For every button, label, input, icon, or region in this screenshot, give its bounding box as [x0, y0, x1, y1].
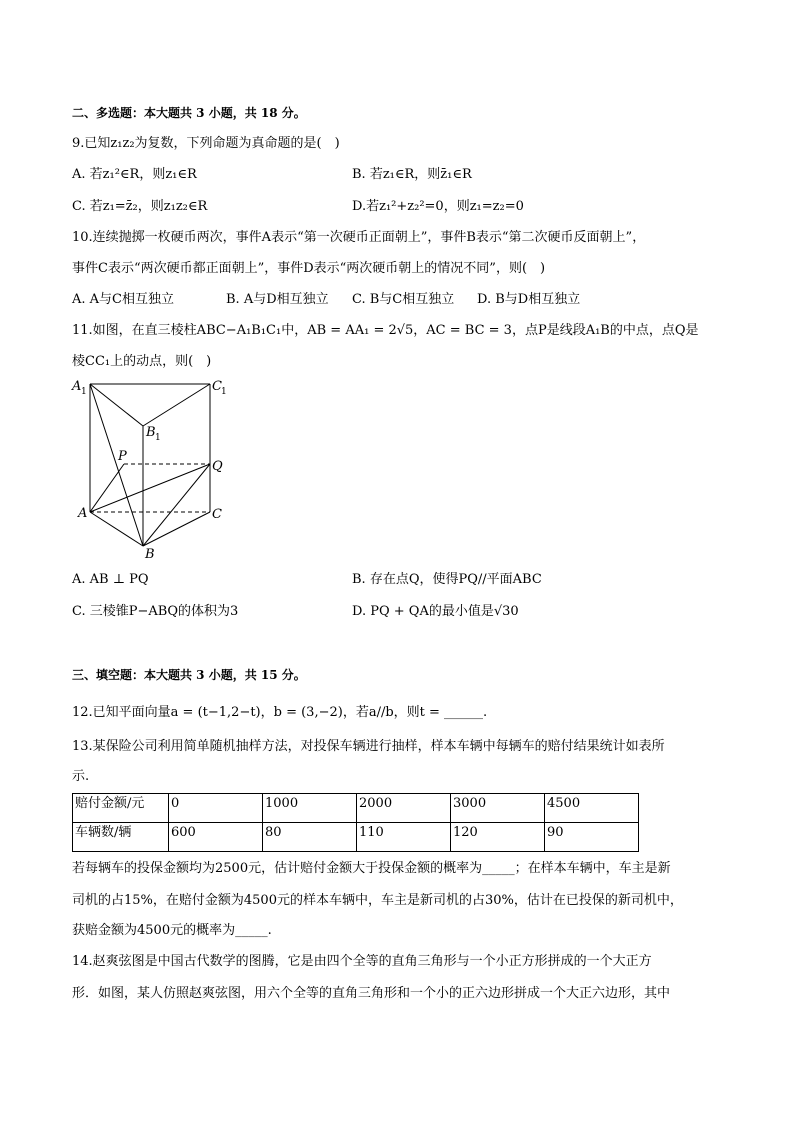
table-cell: 80	[263, 823, 357, 852]
q13-stem-line2: 示.	[72, 769, 90, 784]
section2-title: 二、多选题：本大题共 3 小题，共 18 分。	[72, 106, 306, 120]
prism-figure	[70, 376, 250, 566]
label-p: P	[118, 449, 127, 464]
q11-option-c: C. 三棱锥P−ABQ的体积为3	[72, 604, 239, 619]
label-c1: C	[212, 379, 222, 394]
q10-stem-line2: 事件C表示“两次硬币都正面朝上”，事件D表示“两次硬币朝上的情况不同”，则( )	[72, 261, 546, 276]
q12-text: 12.已知平面向量a = (t−1,2−t)，b = (3,−2)，若a//b，则t = ______.	[72, 705, 488, 720]
q11-option-b: B. 存在点Q，使得PQ//平面ABC	[352, 572, 542, 587]
label-c1-sub: 1	[221, 387, 227, 397]
edge-b1c1	[143, 384, 210, 426]
label-q: Q	[212, 459, 223, 474]
label-c: C	[212, 507, 222, 522]
label-b1-sub: 1	[155, 433, 161, 443]
q14-stem-line1: 14.赵爽弦图是中国古代数学的图腾，它是由四个全等的直角三角形与一个小正方形拼成的一个大正方	[72, 954, 652, 969]
q10-option-c: C. B与C相互独立	[352, 292, 455, 307]
q9-option-a: A. 若z₁²∈R，则z₁∈R	[72, 167, 197, 182]
section3-title: 三、填空题：本大题共 3 小题，共 15 分。	[72, 668, 306, 682]
payout-table	[72, 793, 639, 852]
table-cell: 90	[545, 823, 639, 852]
label-a1-sub: 1	[81, 387, 87, 397]
edge-ab	[90, 512, 143, 546]
q9-option-c: C. 若z₁=z̄₂，则z₁z₂∈R	[72, 199, 208, 214]
table-cell: 1000	[263, 794, 357, 823]
q14-stem-line2: 形．如图，某人仿照赵爽弦图，用六个全等的直角三角形和一个小的正六边形拼成一个大正六边形，其中	[72, 986, 671, 1001]
q11-stem-line2: 棱CC₁上的动点，则( )	[72, 354, 212, 369]
segment-a1b	[90, 384, 143, 546]
table-cell: 3000	[451, 794, 545, 823]
label-b1: B	[146, 425, 156, 440]
table-cell: 120	[451, 823, 545, 852]
label-a1: A	[72, 379, 82, 394]
edge-a1b1	[90, 384, 143, 426]
q13-after-line2: 司机的占15%，在赔付金额为4500元的样本车辆中，车主是新司机的占30%，估计在已投保的新司机中，	[72, 893, 683, 908]
q13-after-line1: 若每辆车的投保金额均为2500元，估计赔付金额大于投保金额的概率为_____；在样本车辆中，车主是新	[72, 861, 671, 876]
label-b: B	[145, 547, 155, 562]
table-cell: 4500	[545, 794, 639, 823]
q10-option-a: A. A与C相互独立	[72, 292, 174, 307]
q11-option-d: D. PQ + QA的最小值是√30	[352, 604, 519, 619]
q9-option-d: D.若z₁²+z₂²=0，则z₁=z₂=0	[352, 199, 524, 214]
table-cell: 600	[169, 823, 263, 852]
q9-stem: 9.已知z₁z₂为复数，下列命题为真命题的是( )	[72, 136, 340, 151]
table-row	[73, 794, 639, 823]
table-cell: 赔付金额/元	[73, 794, 169, 823]
q13-stem-line1: 13.某保险公司利用简单随机抽样方法，对投保车辆进行抽样，样本车辆中每辆车的赔付结果统计如表所	[72, 739, 665, 754]
q10-option-d: D. B与D相互独立	[477, 292, 581, 307]
q11-stem-line1: 11.如图，在直三棱柱ABC−A₁B₁C₁中，AB = AA₁ = 2√5，AC = BC = 3，点P是线段A₁B的中点，点Q是	[72, 323, 699, 338]
edge-bc	[143, 512, 210, 546]
q10-option-b: B. A与D相互独立	[226, 292, 329, 307]
table-row	[73, 823, 639, 852]
label-a: A	[78, 506, 88, 521]
segment-bq	[143, 464, 210, 546]
q9-option-b: B. 若z₁∈R，则z̄₁∈R	[352, 167, 472, 182]
q13-after-line3: 获赔金额为4500元的概率为_____.	[72, 923, 272, 938]
table-cell: 2000	[357, 794, 451, 823]
table-cell: 110	[357, 823, 451, 852]
q10-stem-line1: 10.连续抛掷一枚硬币两次，事件A表示“第一次硬币正面朝上”，事件B表示“第二次硬币反面朝上”，	[72, 230, 646, 245]
table-cell: 车辆数/辆	[73, 823, 169, 852]
table-cell: 0	[169, 794, 263, 823]
q11-option-a: A. AB ⊥ PQ	[72, 572, 149, 587]
segment-aq	[90, 464, 210, 512]
